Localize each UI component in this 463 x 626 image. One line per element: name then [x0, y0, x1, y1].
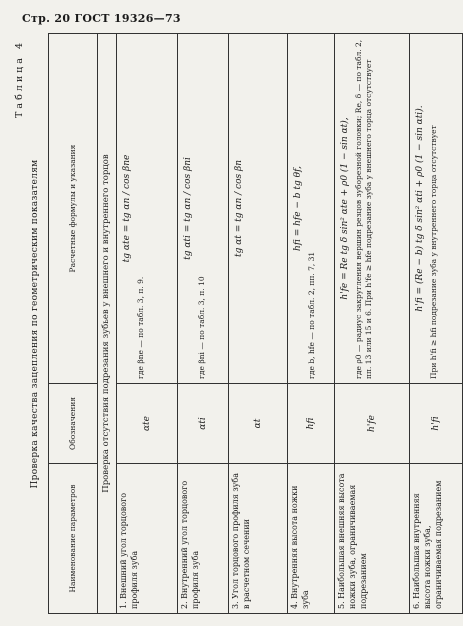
row-note: При h'fi ≥ hfi подрезание зуба у внутреннего торца отсутствует: [429, 125, 439, 379]
row-symbol: αti: [178, 384, 229, 464]
table-row: [229, 34, 288, 614]
table-row: [288, 34, 335, 614]
row-formula-cell: [410, 34, 463, 384]
row-name: 1. Внешний угол торцового профиля зуба: [117, 464, 178, 614]
row-name: 5. Наибольшая внешняя высота ножки зуба, ограничиваемая подрезанием: [335, 464, 410, 614]
row-formula: tg αti = tg αn / cos βni: [183, 157, 193, 260]
page-header: Стр. 20 ГОСТ 19326—73: [22, 12, 181, 25]
col-header-formula: Расчетные формулы и указания: [49, 34, 98, 384]
row-formula-cell: [229, 34, 288, 384]
row-symbol: hfi: [288, 384, 335, 464]
row-name: 3. Угол торцового профиля зуба в расчетном сечении: [229, 464, 288, 614]
row-formula: hfi = hfe − b tg θf,: [293, 166, 303, 251]
row-formula-cell: [288, 34, 335, 384]
row-note: где βni — по табл. 3, п. 10: [197, 276, 207, 379]
section-row: [98, 34, 117, 614]
row-name: 4. Внутренняя высота ножки зуба: [288, 464, 335, 614]
table-row: [117, 34, 178, 614]
row-formula: tg αte = tg αn / cos βne: [122, 154, 132, 263]
table-header-row: [49, 34, 98, 614]
col-header-name: Наименование параметров: [49, 464, 98, 614]
row-note: где b, hfe — по табл. 2, пп. 7, 31: [307, 251, 317, 379]
row-symbol: h'fi: [410, 384, 463, 464]
row-formula: h'fi = (Re − b) tg δ sin² αti + ρ0 (1 − sin αti).: [415, 105, 425, 312]
row-symbol: h'fe: [335, 384, 410, 464]
row-formula: tg αt = tg αn / cos βn: [234, 160, 244, 258]
row-formula-cell: [178, 34, 229, 384]
table-caption: Проверка качества зацепления по геометрическим показателям: [30, 159, 40, 489]
table-block: [14, 34, 443, 614]
row-note: где ρ0 — радиус закругления вершин резцов зуборезной головки; Re, δ — по табл. 2, пп. 13 или 15 и 6. При h'fe ≥ hfe подрезание зуба у внешнего торца отсутствует: [354, 39, 374, 379]
table-row: [178, 34, 229, 614]
row-note: где βne — по табл. 3, п. 9.: [136, 276, 146, 379]
section-title: Проверка отсутствия подрезания зубьев у внешнего и внутреннего торцов: [98, 34, 117, 614]
geometry-check-table: [48, 33, 463, 614]
row-name: 6. Наибольшая внутренняя высота ножки зуба, ограничиваемая подрезанием: [410, 464, 463, 614]
row-formula-cell: [335, 34, 410, 384]
table-row: [335, 34, 410, 614]
col-header-symbol: Обозначения: [49, 384, 98, 464]
table-row: [410, 34, 463, 614]
table-label: Таблица 4: [14, 40, 25, 118]
row-name: 2. Внутренний угол торцового профиля зуба: [178, 464, 229, 614]
row-formula-cell: [117, 34, 178, 384]
row-symbol: αt: [229, 384, 288, 464]
row-formula: h'fe = Re tg δ sin² αte + ρ0 (1 − sin αt),: [340, 117, 350, 300]
row-symbol: αte: [117, 384, 178, 464]
